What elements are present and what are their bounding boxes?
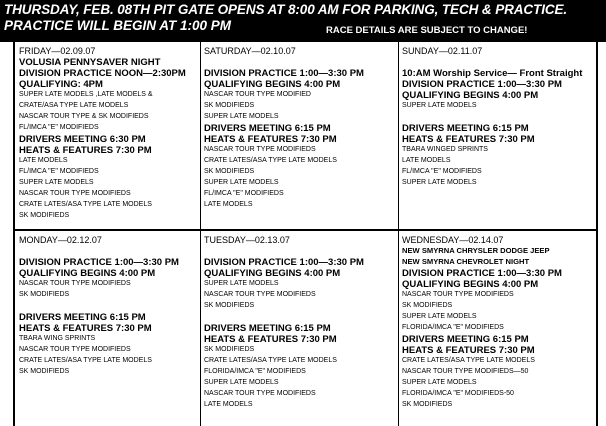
schedule-line: VOLUSIA PENNYSAVER NIGHT: [19, 57, 161, 68]
schedule-line: QUALIFYING BEGINS 4:00 PM: [204, 79, 341, 90]
schedule-line: SUPER LATE MODELS: [204, 113, 279, 120]
schedule-line: DRIVERS MEETING 6:15 PM: [402, 334, 529, 345]
schedule-line: DIVISION PRACTICE 1:00—3:30 PM: [19, 257, 179, 268]
schedule-line: SUPER LATE MODELS: [19, 179, 94, 186]
header-banner: [0, 0, 606, 42]
schedule-line: SK MODIFIEDS: [19, 212, 70, 219]
banner-line-1: THURSDAY, FEB. 08TH PIT GATE OPENS AT 8:00 AM FOR PARKING, TECH & PRACTICE.: [4, 2, 568, 17]
schedule-line: TBARA WING SPRINTS: [19, 335, 96, 342]
schedule-line: SUPER LATE MODELS: [402, 179, 477, 186]
banner-line-2: PRACTICE WILL BEGIN AT 1:00 PM: [4, 18, 232, 33]
schedule-line: DRIVERS MEETING 6:15 PM: [402, 123, 529, 134]
schedule-line: 10:AM Worship Service— Front Straight: [402, 68, 583, 79]
day-cell-wednesday: [402, 236, 598, 424]
schedule-line: LATE MODELS: [19, 157, 68, 164]
schedule-line: CRATE LATES/ASA TYPE LATE MODELS: [204, 157, 337, 164]
schedule-line: FLORIDA/IMCA "E" MODIFIEDS-50: [402, 390, 514, 397]
schedule-line: DIVISION PRACTICE 1:00—3:30 PM: [402, 79, 562, 90]
schedule-line: SK MODIFIEDS: [204, 168, 255, 175]
day-header: MONDAY—02.12.07: [19, 236, 102, 245]
schedule-line: NASCAR TOUR TYPE MODIFIEDS: [402, 291, 514, 298]
schedule-line: DIVISION PRACTICE NOON—2:30PM: [19, 68, 186, 79]
schedule-line: CRATE LATES/ASA TYPE LATE MODELS: [19, 357, 152, 364]
schedule-line: HEATS & FEATURES 7:30 PM: [204, 134, 337, 145]
schedule-line: QUALIFYING BEGINS 4:00 PM: [19, 268, 156, 279]
schedule-line: LATE MODELS: [204, 201, 253, 208]
schedule-line: NASCAR TOUR TYPE MODIFIEDS—50: [402, 368, 529, 375]
schedule-line: FL/IMCA "E" MODIFIEDS: [402, 168, 482, 175]
day-header: WEDNESDAY—02.14.07: [402, 236, 504, 245]
schedule-line: QUALIFYING BEGINS 4:00 PM: [402, 279, 539, 290]
schedule-line: CRATE LATES/ASA TYPE LATE MODELS: [204, 357, 337, 364]
schedule-line: SUPER LATE MODELS: [204, 280, 279, 287]
schedule-line: SUPER LATE MODELS: [204, 179, 279, 186]
schedule-line: QUALIFYING BEGINS 4:00 PM: [402, 90, 539, 101]
schedule-line: HEATS & FEATURES 7:30 PM: [204, 334, 337, 345]
schedule-line: HEATS & FEATURES 7:30 PM: [402, 134, 535, 145]
schedule-grid: [13, 42, 598, 426]
schedule-line: CRATE/ASA TYPE LATE MODELS: [19, 102, 129, 109]
day-header: TUESDAY—02.13.07: [204, 236, 290, 245]
schedule-line: FL/IMCA "E" MODIFIEDS: [19, 168, 99, 175]
day-header: SATURDAY—02.10.07: [204, 47, 296, 56]
schedule-line: NEW SMYRNA CHRYSLER DODGE JEEP: [402, 246, 550, 255]
schedule-line: SK MODIFIEDS: [204, 302, 255, 309]
schedule-line: DIVISION PRACTICE 1:00—3:30 PM: [204, 257, 364, 268]
schedule-line: SUPER LATE MODELS: [402, 102, 477, 109]
day-cell-tuesday: [204, 236, 397, 424]
day-header: FRIDAY—02.09.07: [19, 47, 96, 56]
schedule-line: DIVISION PRACTICE 1:00—3:30 PM: [204, 68, 364, 79]
day-cell-friday: [19, 47, 199, 227]
schedule-line: NASCAR TOUR TYPE MODIFIEDS: [204, 291, 316, 298]
schedule-line: TBARA WINGED SPRINTS: [402, 146, 488, 153]
schedule-line: HEATS & FEATURES 7:30 PM: [402, 345, 535, 356]
schedule-line: LATE MODELS: [402, 157, 451, 164]
schedule-line: SK MODIFIEDS: [204, 346, 255, 353]
change-notice: RACE DETAILS ARE SUBJECT TO CHANGE!: [326, 25, 528, 36]
schedule-line: NASCAR TOUR TYPE MODIFIEDS: [204, 390, 316, 397]
schedule-line: NEW SMYRNA CHEVROLET NIGHT: [402, 257, 530, 266]
schedule-line: FLORIDA/IMCA "E" MODIFIEDS: [204, 368, 306, 375]
schedule-line: SUPER LATE MODELS: [402, 313, 477, 320]
schedule-line: NASCAR TOUR TYPE MODIFIED: [204, 91, 311, 98]
schedule-line: FLORIDA/IMCA "E" MODIFIEDS: [402, 324, 504, 331]
schedule-line: QUALIFYING: 4PM: [19, 79, 103, 90]
schedule-line: NASCAR TOUR TYPE MODIFIEDS: [204, 146, 316, 153]
schedule-line: SUPER LATE MODELS: [402, 379, 477, 386]
schedule-line: NASCAR TOUR TYPE & SK MODIFIEDS: [19, 113, 149, 120]
schedule-line: FL/IMCA "E" MODIFIEDS: [204, 190, 284, 197]
schedule-line: SUPER LATE MODELS ,LATE MODELS &: [19, 91, 153, 98]
schedule-line: SK MODIFIEDS: [19, 368, 70, 375]
schedule-line: QUALIFYING BEGINS 4:00 PM: [204, 268, 341, 279]
schedule-line: SUPER LATE MODELS: [204, 379, 279, 386]
schedule-line: NASCAR TOUR TYPE MODIFIEDS: [19, 190, 131, 197]
schedule-line: CRATE LATES/ASA TYPE LATE MODELS: [402, 357, 535, 364]
schedule-line: DIVISION PRACTICE 1:00—3:30 PM: [402, 268, 562, 279]
schedule-line: CRATE LATES/ASA TYPE LATE MODELS: [19, 201, 152, 208]
schedule-line: SK MODIFIEDS: [402, 302, 453, 309]
column-divider: [200, 42, 201, 426]
schedule-line: NASCAR TOUR TYPE MODIFIEDS: [19, 280, 131, 287]
schedule-line: DRIVERS MEETING 6:15 PM: [204, 323, 331, 334]
schedule-line: HEATS & FEATURES 7:30 PM: [19, 145, 152, 156]
schedule-line: SK MODIFIEDS: [19, 291, 70, 298]
day-cell-saturday: [204, 47, 397, 227]
schedule-line: SK MODIFIEDS: [204, 102, 255, 109]
schedule-line: DRIVERS MEETING 6:30 PM: [19, 134, 146, 145]
schedule-line: NASCAR TOUR TYPE MODIFIEDS: [19, 346, 131, 353]
day-header: SUNDAY—02.11.07: [402, 47, 483, 56]
day-cell-monday: [19, 236, 199, 424]
column-divider: [398, 42, 399, 426]
day-cell-sunday: [402, 47, 598, 227]
schedule-line: DRIVERS MEETING 6:15 PM: [19, 312, 146, 323]
schedule-line: FL/IMCA "E" MODIFIEDS: [19, 124, 99, 131]
schedule-line: SK MODIFIEDS: [402, 401, 453, 408]
schedule-line: DRIVERS MEETING 6:15 PM: [204, 123, 331, 134]
schedule-line: LATE MODELS: [204, 401, 253, 408]
schedule-line: HEATS & FEATURES 7:30 PM: [19, 323, 152, 334]
row-divider: [15, 229, 596, 231]
